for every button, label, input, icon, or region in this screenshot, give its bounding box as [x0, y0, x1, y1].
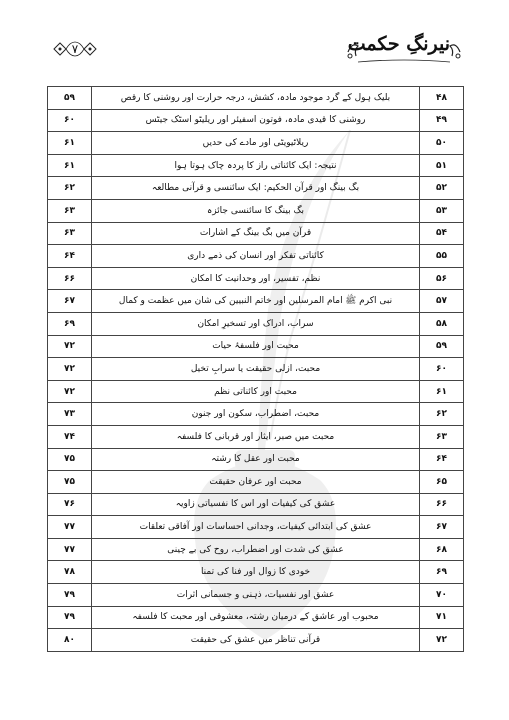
- toc-row-page: ۶۳: [48, 222, 92, 245]
- toc-row-title: سراب، ادراک اور تسخیرِ امکان: [92, 312, 420, 335]
- toc-row-page: ۶۹: [48, 312, 92, 335]
- toc-row-number: ۵۶: [420, 267, 464, 290]
- toc-row-title: کائناتی تفکر اور انسان کی ذمے داری: [92, 245, 420, 268]
- toc-row[interactable]: [48, 358, 464, 381]
- toc-row-title: محبوب اور عاشق کے درمیان رشتہ، معشوقی اور محبت کا فلسفہ: [92, 606, 420, 629]
- toc-row-title: محبت میں صبر، ایثار اور قربانی کا فلسفہ: [92, 425, 420, 448]
- toc-row-number: ۶۸: [420, 538, 464, 561]
- toc-table: [47, 86, 464, 652]
- toc-row-number: ۶۳: [420, 425, 464, 448]
- toc-row[interactable]: [48, 448, 464, 471]
- toc-row-page: ۷۵: [48, 471, 92, 494]
- toc-row[interactable]: [48, 177, 464, 200]
- toc-row[interactable]: [48, 154, 464, 177]
- toc-row-page: ۷۵: [48, 448, 92, 471]
- toc-row[interactable]: [48, 629, 464, 652]
- toc-row-number: ۶۴: [420, 448, 464, 471]
- toc-row[interactable]: [48, 538, 464, 561]
- toc-row-title: قرآنی تناظر میں عشق کی حقیقت: [92, 629, 420, 652]
- toc-row-number: ۵۲: [420, 177, 464, 200]
- toc-row[interactable]: [48, 222, 464, 245]
- toc-row-title: نتیجہ: ایک کائناتی راز کا پردہ چاک ہوتا ہوا: [92, 154, 420, 177]
- toc-row-number: ۵۰: [420, 132, 464, 155]
- toc-row-page: ۷۷: [48, 516, 92, 539]
- toc-row-page: ۷۷: [48, 538, 92, 561]
- toc-row-title: محبت، ازلی حقیقت یا سرابِ تخیل: [92, 358, 420, 381]
- toc-row-page: ۷۶: [48, 493, 92, 516]
- toc-row-title: نظم، تفسیر، اور وحدانیت کا امکان: [92, 267, 420, 290]
- toc-row[interactable]: [48, 132, 464, 155]
- toc-row[interactable]: [48, 584, 464, 607]
- toc-row[interactable]: [48, 109, 464, 132]
- toc-row[interactable]: [48, 380, 464, 403]
- toc-row-number: ۴۹: [420, 109, 464, 132]
- toc-row-title: بگ بینگ اور قرآن الحکیم: ایک سائنسی و قرآنی مطالعہ: [92, 177, 420, 200]
- toc-row-page: ۷۳: [48, 403, 92, 426]
- toc-row[interactable]: [48, 516, 464, 539]
- toc-row-title: عشق کی ابتدائی کیفیات، وجدانی احساسات اور آفاقی تعلقات: [92, 516, 420, 539]
- toc-row-page: ۷۸: [48, 561, 92, 584]
- toc-row-number: ۷۰: [420, 584, 464, 607]
- toc-row[interactable]: [48, 561, 464, 584]
- toc-row[interactable]: [48, 312, 464, 335]
- toc-row-number: ۶۶: [420, 493, 464, 516]
- toc-row-number: ۶۷: [420, 516, 464, 539]
- toc-row-page: ۶۰: [48, 109, 92, 132]
- toc-row[interactable]: [48, 425, 464, 448]
- toc-row[interactable]: [48, 493, 464, 516]
- page-number: ٧: [71, 42, 79, 56]
- toc-row-page: ۶۲: [48, 177, 92, 200]
- page-number-ornament: [50, 38, 100, 60]
- toc-row-number: ۷۲: [420, 629, 464, 652]
- toc-row-page: ۶۱: [48, 154, 92, 177]
- toc-row[interactable]: [48, 290, 464, 313]
- toc-row-number: ۶۵: [420, 471, 464, 494]
- toc-row[interactable]: [48, 403, 464, 426]
- toc-row-page: ۶۱: [48, 132, 92, 155]
- toc-row[interactable]: [48, 199, 464, 222]
- toc-row-title: عشق کی شدت اور اضطراب، روح کی بے چینی: [92, 538, 420, 561]
- toc-row-page: ۶۶: [48, 267, 92, 290]
- toc-row-number: ۵۳: [420, 199, 464, 222]
- toc-row-number: ۶۹: [420, 561, 464, 584]
- toc-row-page: ۷۲: [48, 335, 92, 358]
- toc-row[interactable]: [48, 87, 464, 110]
- page-header: [0, 0, 509, 80]
- toc-row-page: ۸۰: [48, 629, 92, 652]
- toc-row-number: ۵۹: [420, 335, 464, 358]
- toc-row-title: روشنی کا قیدی مادہ، فوتون اسفیئر اور ریلیٹو اسٹک جیٹس: [92, 109, 420, 132]
- toc-row[interactable]: [48, 471, 464, 494]
- toc-row-page: ۶۳: [48, 199, 92, 222]
- toc-row-title: محبت اور کائناتی نظم: [92, 380, 420, 403]
- toc-row-page: ۷۹: [48, 606, 92, 629]
- toc-row[interactable]: [48, 606, 464, 629]
- toc-row-title: محبت، اضطراب، سکون اور جنون: [92, 403, 420, 426]
- toc-row-number: ۴۸: [420, 87, 464, 110]
- toc-row-page: ۷۹: [48, 584, 92, 607]
- toc-row[interactable]: [48, 245, 464, 268]
- toc-row-page: ۷۴: [48, 425, 92, 448]
- toc-row[interactable]: [48, 267, 464, 290]
- toc-row-number: ۵۷: [420, 290, 464, 313]
- toc-row-number: ۵۸: [420, 312, 464, 335]
- toc-row-number: ۶۰: [420, 358, 464, 381]
- toc-row-title: عشق کی کیفیات اور اس کا نفسیاتی زاویہ: [92, 493, 420, 516]
- toc-row-page: ۶۷: [48, 290, 92, 313]
- toc-row-title: عشق اور نفسیات، ذہنی و جسمانی اثرات: [92, 584, 420, 607]
- toc-row-number: ۵۴: [420, 222, 464, 245]
- toc-row-number: ۵۵: [420, 245, 464, 268]
- toc-row-title: بلیک ہول کے گرد موجود مادہ، کشش، درجہ حرارت اور روشنی کا رقص: [92, 87, 420, 110]
- book-title: نیرنگِ حکمت: [347, 33, 450, 55]
- toc-row-page: ۷۲: [48, 380, 92, 403]
- toc-body: [48, 87, 464, 652]
- book-title-frame: [344, 30, 464, 66]
- toc-row-page: ۷۲: [48, 358, 92, 381]
- toc-row-title: قرآن میں بگ بینگ کے اشارات: [92, 222, 420, 245]
- toc-row-number: ۷۱: [420, 606, 464, 629]
- toc-row-number: ۵۱: [420, 154, 464, 177]
- toc-row-number: ۶۱: [420, 380, 464, 403]
- toc-row-title: محبت اور عرفان حقیقت: [92, 471, 420, 494]
- toc-row-title: محبت اور عقل کا رشتہ: [92, 448, 420, 471]
- toc-row-title: محبت اور فلسفۂ حیات: [92, 335, 420, 358]
- toc-row-title: نبی اکرم ﷺ امام المرسلین اور خاتم النبیین کی شان میں عظمت و کمال: [92, 290, 420, 313]
- toc-row-title: بگ بینگ کا سائنسی جائزہ: [92, 199, 420, 222]
- toc-row-title: خودی کا زوال اور فنا کی تمنا: [92, 561, 420, 584]
- toc-row-page: ۵۹: [48, 87, 92, 110]
- toc-row-number: ۶۲: [420, 403, 464, 426]
- toc-row-title: ریلاٹیویٹی اور مادے کی حدیں: [92, 132, 420, 155]
- toc-row[interactable]: [48, 335, 464, 358]
- toc-row-page: ۶۴: [48, 245, 92, 268]
